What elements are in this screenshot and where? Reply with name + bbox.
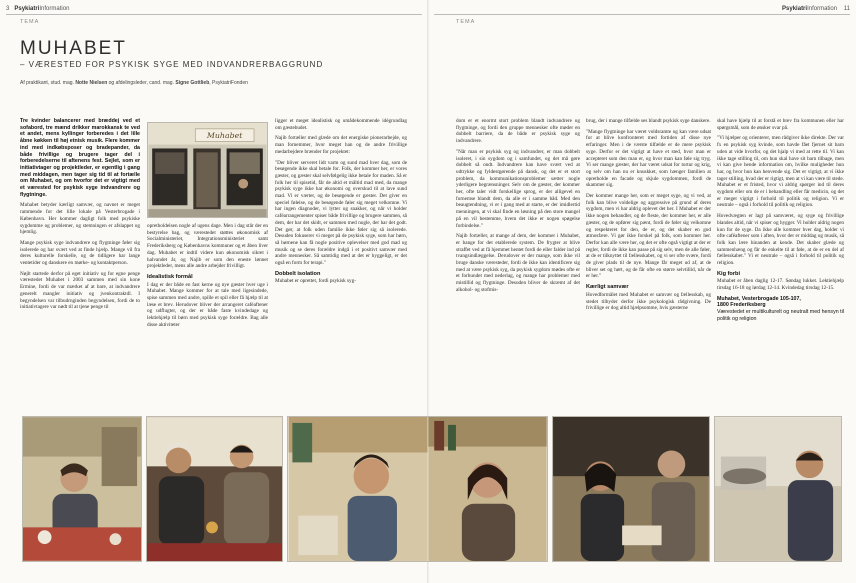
body-paragraph: ligger et meget idealistisk og umådekommende idégrundlag om gæstebudet. [275,118,407,131]
article-column-4 [456,118,580,410]
publication-name-bold: Psykiatri [14,6,40,12]
body-paragraph: Muhabet betyder kærligt samvær, og navnet er meget rammende for det lille lokale på Vesterbrogade i København. Her kommer dagligt folk med psykiske sygdomme og problemer, og stemningen er afslappet og hjemlig. [20,202,140,236]
publication-name-rest: Information [39,6,70,12]
photo-men-talking [146,416,283,562]
quote-paragraph: Der kommer mange her, som er meget syge, og vi ved, at folk kan blive voldelige og aggressive på grund af deres sygdom, men vi har aldrig oplevet det her. I Muhabet er der ikke nogen behandler, og de fleste, der kommer her, er alle gæster, og de opfører sig pænt, fordi de føler sig velkomne og respekteret for den, de er, og det skaber en god atmosfære. Vi gør ikke forskel på folk, som kommer her. Derfor kan alle være her, og det er ofte også vigtigt at der er regler, fordi de ikke kan passe på sig selv, men de alle føler, at de er tilknyttet til fællesskabet, og vi ser ofte svære, fordi de giver plads til de nye. Mange får meget ud af, at de bliver set og hørt, og de får ofte en større selvtillid, når de er her." [586,193,711,280]
right-page-number: 11 [843,6,850,12]
quote-paragraph: "Der bliver serveret lidt varm og sund mad hver dag, som de besøgende ikke skal betale for. Folk, der kommer her, er vores gæster, og gæster skal selvfølgelig ikke betale for maden. Så er folk her til spisetid, får de altid et måltid mad med, da mange psykisk syge ikke har økonomi og overskud til at lave sund mad. Vi er værter, og de besøgende er gæster. Det giver en speciel følelse, og de besøgende føler sig meget velkomne. Vi har ingen diagnoder, vi lytter og snakker, og når vi holder caféarrangementer spiser både frivillige og brugere sammen, så dem, der har det skidt, er sammen med nogle, der har det godt. Det gør, at folk uden familie ikke føler sig så isolerede. Desuden fokuserer vi meget på de psykisk syge, som har børn, så børnene kan få nogle positive oplevelser med god mad og musik og se deres forældre indgå i et positivt samvær med andre mennesker. Så samtidig med at det er hyggeligt, er det også en form for terapi." [275,159,407,267]
body-paragraph: Mange psykisk syge indvandrere og flygtninge føler sig isolerede og har svært ved at finde hjælp. Mange vil fra deres kulturelle forskelle, og de tidligere har lange ventetider og danskere en mørke- og kontaktperson. [20,239,140,267]
opening-hours: Muhabet er åben daglig 12-17. Søndag lukket. Lektiehjælp tirsdag 16-18 og lørdag 12-14. Kvindedag tirsdag 12-15. [717,278,844,292]
article-column-3 [275,118,407,410]
body-paragraph: brug, der i mange tilfælde ses blandt psykisk syge danskere. [586,118,711,124]
byline: Af praktikant, stud. mag. Notte Nielsen og afdelingsleder, cand. mag. Signe Gottlieb, PsykiatriFonden [20,80,248,86]
photo-cafe-storefront [147,122,268,218]
body-paragraph: Hovedvægten er lagt på samværet, og syge og frivillige blandes altid, når vi spiser og hygger. Vi holder aldrig nogen kun for de syge. Da ikke alle kommer hver dag, holder vi ofte caféaftener som i aften, hvor der er middag og musik, så folk kan lære hinanden at kende. Det skaber glæde og sammenhæng og får de enkelte til at føle, at de er en del af fællesskabet." Vi er neutrale – også i forhold til politik og religion. [717,213,844,267]
body-paragraph: dom er et enormt stort problem blandt indvandrere og flygtninge, og fordi den gruppe mennesker ofte møder en dobbelt barriere, da de både er psykisk syge og indvandrere. [456,118,580,145]
address-info: Muhabet, Vesterbrogade 105-107, 1800 Frederiksberg Værestedet er multikulturelt og neutralt med hensyn til politik og religion [717,295,844,322]
header-rule [434,14,850,15]
author-name: Notte Nielsen [75,80,108,86]
article-subtitle: – VÆRESTED FOR PSYKISK SYGE MED INDVANDRERBAGGRUND [20,60,324,69]
article-column-5 [586,118,711,410]
article-column-1 [20,118,140,410]
body-paragraph: skal have hjælp til at forstå et brev fra kommunen eller har spørgsmål, som de ønsker svar på. [717,118,844,131]
section-tag: TEMA [456,19,476,25]
article-intro: Tre kvinder balancerer med bræddej ved et sofabord, tre mænd drikker marokkansk te ved et andet, mens kyllinger forberedes i det lille åbne køkken til høj etnisk musik. Flere kommer ind med indkøbsposer og bradepander, da både frivillige og brugere tager del i forberedelserne til aftenens fest. Sejlet, som er initiativtager og projektleder, er egentlig i gang med middagen, men tager sig tid til at fortælle om Muhabet, og om hvorfor det er vigtigt med et værested for psykisk syge indvandrere og flygtninge. [20,118,140,198]
quote-paragraph: "Mange flygtninge har været voldsramte og kan være udsat for at blive konfronteret med fortiden af disse nye erfaringer. Men i de værste tilfælde er de mere psykisk syge. Derfor er det vigtigt at have et sted, hvor man er accepteret som den man er, og hvor man kan føle sig tryg. Vi ser mange gæster, der har været udsat for tortur og krig, og selv om han nu er knuskket, som hænger familien at opretholde en facade og skjule sygdommen, fordi de skammer sig. [586,128,711,189]
photo-woman-at-table [22,416,142,562]
header-rule [6,14,422,15]
cafe-sign-text: Muhabet [206,131,243,141]
author-name: Signe Gottlieb [175,80,210,86]
photo-man-at-stove [714,416,842,562]
right-running-header: PsykiatriInformation 11 [782,6,850,12]
body-paragraph: Muhabet er oprettet, fordi psykisk syg- [275,278,356,285]
body-paragraph: opretholdelsen nogle af ugens dage. Men i dag står der en bestyrelse bag, og værestedet støttes økonomisk af Socialministeriet, Integrationsministeriet samt Frederiksberg og Københavns kommuner og et åben liver dag. Muhabet er indtil videre kun økonomisk sikret i halvandet år, og Najib er som den eneste lønnet projektleder, mens alle andre arbejder frivilligt. [147,223,268,270]
article-column-2 [147,223,268,410]
body-paragraph: Najib fortæller med glæde om det energiske pionerarbejde, og man fornemmer, hvor meget han og de andre frivillige medarbejdere brænder for projektet: [275,135,407,155]
left-running-header [6,6,69,12]
body-paragraph: I dag er der både en fast kerne og nye gæster hver uge i Muhabet. Mange kommer for at tale med ligesindede, spise sammen med andre, spille et spil eller få hjælp til at læse et brev. Herudover bliver der arrangeret caféaftener og udflugter, og der er både faste kvindedage og lektiehjælp til børn med psykisk syge forældre. Bag alle disse aktiviteter [147,281,268,328]
left-page-number: 3 [6,6,10,12]
quote-paragraph: "Vi hjælper og orienterer, men rådgiver ikke direkte. Der var fx en psykisk syg kvinde, som havde fået fjernet sit barn uden at vide hvorfor, og det hjalp vi med at rette til. Vi kan ikke tage stilling til, om hun skal have sit barn tilbage, men vi kan give hende information om, hvilke muligheder hun har, og hvor hun kan henvende sig. Det er vigtigt, at vi ikke tager stilling, hvad der er rigtigt, men at vi kan være til stede. Muhabet er et fristed, hvor vi aldrig spørger ind til deres sygdom eller om de er i behandling eller får medicin, og det er meget vigtigt i forhold til politik og religion. Vi er neutrale – også i forhold til politik og religion. [717,135,844,209]
body-paragraph: Nøjlt startede derfor på eget initiativ og for egne penge værestedet Muhabet i 2003 sammen med sin kone Ermine, fordi de var mærket af at bare, at indvandrere generelt mangler initiativ og jvenkontraktdl. I begyndelsen var tilbudrnginden begyndelsen, fordi de to initiativtagere var nødt til at tjene penge til [20,270,140,311]
body-paragraph: Najib fortæller, at mange af dem, der kommer i Muhabet, er bange for det etablerede system. De frygter at blive straffet ved at få hjemmet hentet fordi de eller falder ind på tvangsindlæggelse. Derudover er der mange, som ikke vil bruge danske væresteder, fordi de ikke kan identificere sig med at være psykisk syg, da psykisk sygdom mødes ofte er et forbundet med nederlag, og mange har problemer med mistillid og flygtninge. Desuden bliver de skræmt af det alkohol- og stofmis- [456,233,580,293]
article-title: MUHABET [20,38,127,59]
section-heading: Dobbelt isolation [275,270,321,277]
section-heading: Kig forbi [717,270,740,277]
storefront-illustration [148,123,267,217]
photo-woman-cooking [552,416,710,562]
quote-paragraph: "Når man er psykisk syg og indvandrer, er man dobbelt isoleret, i sin sygdom og i samfundet, og det må gøre dobbelt så ondt. Indvandrere kan have svært ved at udtrykke og fyldestgørende på dansk, og det er et stort problem, da kommunikationsproblemer sætter nogle yderligere begrænsninger. Selv om de gæster, der kommer her, ofte taler vidt forskellige sprog, er der alligevel en fornemse blandt dem, da alle er i samme båd. Med den beaugtendning, vi er i gang med at starte, er der imidlertid menningen, at vi skal finde en løsning på den store mangel på en vil bestemme, hvem det ikke er nogen spøgelse forbindelse." [456,148,580,229]
right-page [428,0,856,583]
section-tag: TEMA [20,19,40,25]
section-heading: Idealistisk formål [147,273,193,280]
photo-man-smiling [287,416,428,562]
section-heading: Kærligt samvær [586,284,629,291]
photo-woman-smiling [428,416,548,562]
body-paragraph: Hovedformålet med Muhabet er samvær og fællesskab, og stedet tilbyder derfor ikke psykologisk rådgivning. De frivillige er dog altid hjælpsomme, hvis gæsterne [586,291,711,312]
article-column-6 [717,118,844,410]
